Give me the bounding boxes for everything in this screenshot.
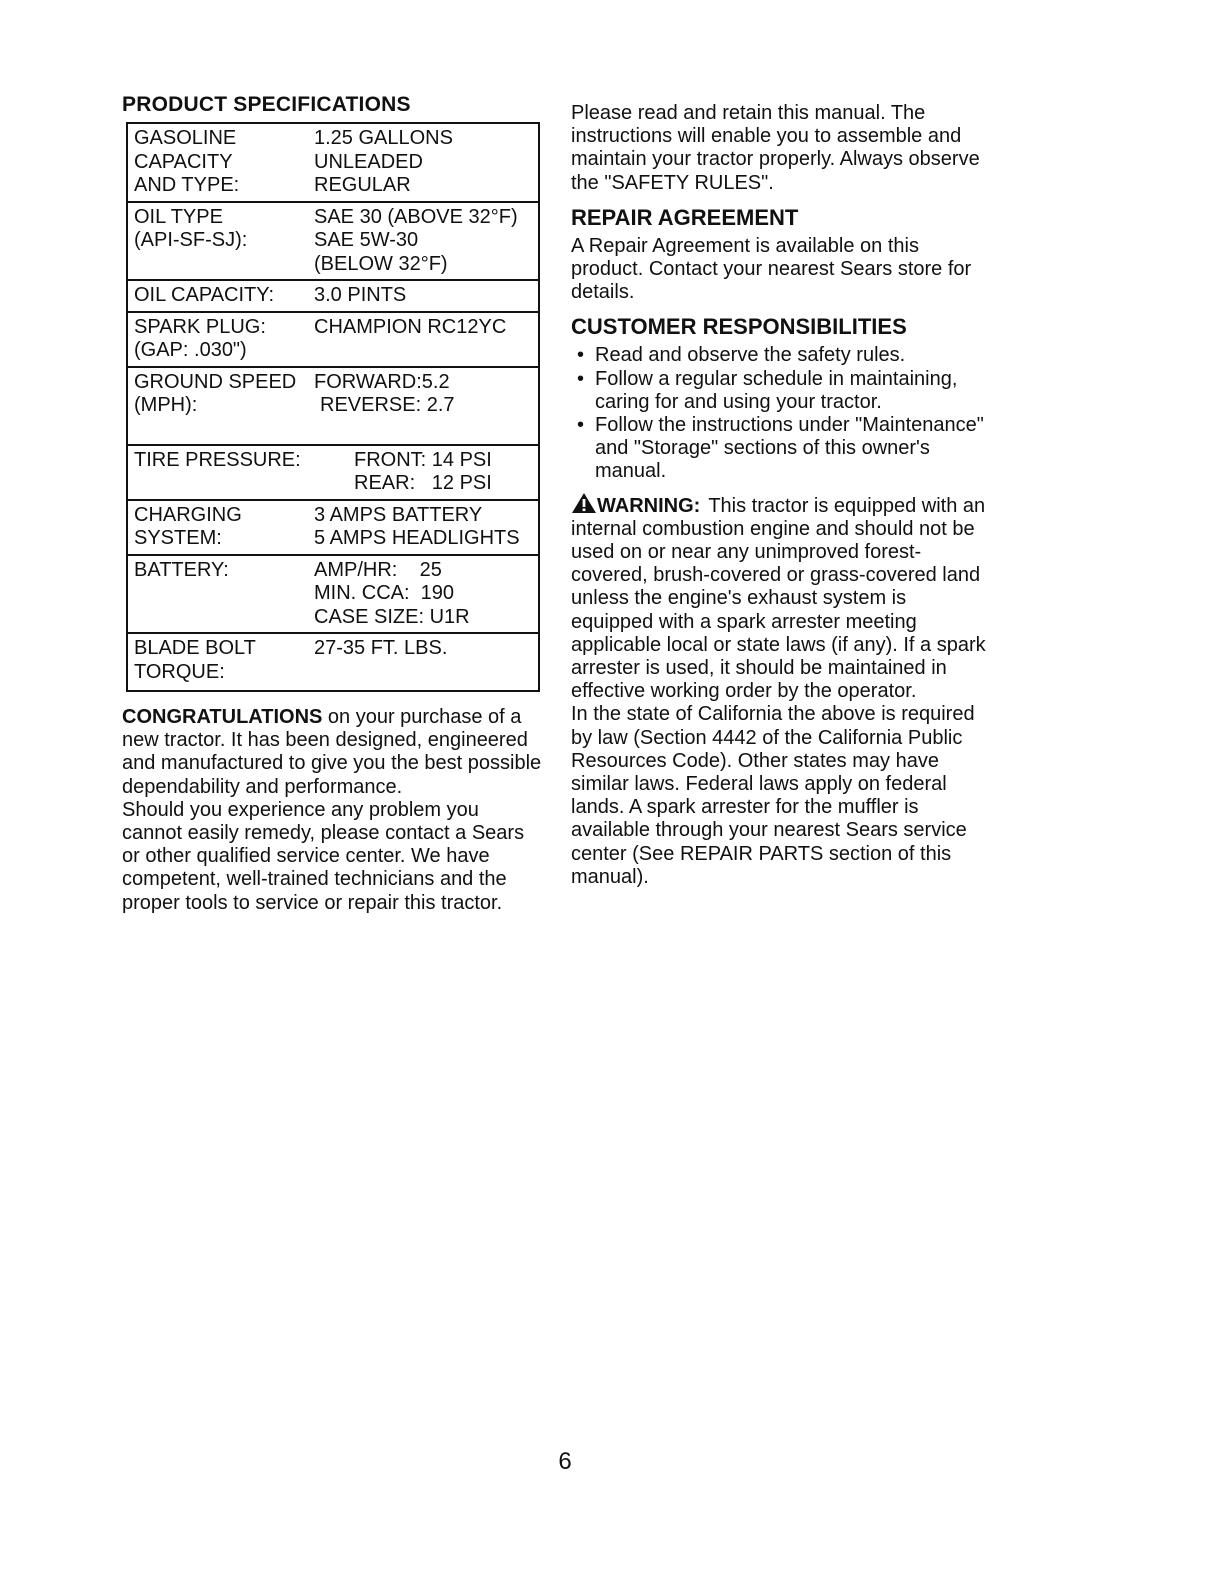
list-item: • Follow the instructions under "Maintenance" and "Storage" sections of this owner's manual. — [577, 414, 984, 483]
spec-value: SAE 30 (ABOVE 32°F) SAE 5W-30 (BELOW 32°F) — [314, 205, 518, 275]
page-number: 6 — [558, 1448, 572, 1475]
specs-title: PRODUCT SPECIFICATIONS — [122, 93, 411, 116]
spec-row-charging-system — [128, 501, 538, 556]
list-item: • Read and observe the safety rules. — [577, 344, 906, 367]
spec-label: BLADE BOLT TORQUE: — [134, 637, 256, 683]
congratulations-section — [122, 706, 542, 915]
warning-triangle-icon — [571, 492, 597, 514]
intro-paragraph: Please read and retain this manual. The instructions will enable you to assemble and maintain your tractor properly. Always observe the "SAFETY RULES". — [571, 102, 980, 194]
spec-label: TIRE PRESSURE: — [134, 448, 301, 471]
spec-label: GROUND SPEED (MPH): — [134, 370, 297, 416]
spec-label: BATTERY: — [134, 558, 229, 581]
spec-label: OIL CAPACITY: — [134, 284, 275, 306]
spec-value: FORWARD:5.2 REVERSE: 2.7 — [314, 370, 455, 416]
spec-row-battery — [128, 556, 538, 635]
warning-label: WARNING: — [597, 494, 701, 517]
spec-value: 27-35 FT. LBS. — [314, 637, 448, 659]
repair-agreement-title: REPAIR AGREEMENT — [571, 204, 799, 230]
congratulations-lead: CONGRATULATIONS — [122, 706, 323, 728]
spec-value: 3.0 PINTS — [314, 284, 407, 306]
right-column — [571, 102, 991, 889]
list-item: • Follow a regular schedule in maintaining, caring for and using your tractor. — [577, 367, 958, 413]
spec-row-blade-bolt — [128, 634, 538, 690]
california-paragraph: In the state of California the above is required by law (Section 4442 of the California Public Resources Code). Other states may have similar laws. Federal laws apply on federal lands. A spark arrester for the muffler is available through your nearest Sears service center (See REPAIR PARTS section of this manual). — [571, 703, 975, 888]
spec-value: CHAMPION RC12YC — [314, 315, 507, 338]
service-paragraph: Should you experience any problem you cannot easily remedy, please contact a Sears or other qualified service center. We have competent, well-trained technicians and the proper tools to service or repair this tractor. — [122, 798, 525, 914]
spec-value: 1.25 GALLONS UNLEADED REGULAR — [314, 127, 453, 196]
spec-value: 3 AMPS BATTERY 5 AMPS HEADLIGHTS — [314, 503, 520, 549]
specs-table — [126, 122, 540, 692]
spec-row-ground-speed — [128, 368, 538, 446]
left-column — [122, 92, 542, 915]
warning-section — [571, 492, 991, 889]
spec-label: OIL TYPE (API-SF-SJ): — [134, 205, 248, 251]
spec-label: SPARK PLUG: (GAP: .030") — [134, 315, 266, 361]
spec-row-spark-plug — [128, 313, 538, 368]
responsibilities-list — [571, 344, 991, 483]
repair-agreement-text: A Repair Agreement is available on this product. Contact your nearest Sears store for details. — [571, 234, 972, 304]
spec-row-tire-pressure — [128, 446, 538, 501]
customer-responsibilities-title: CUSTOMER RESPONSIBILITIES — [571, 314, 907, 340]
spec-value: AMP/HR: 25 MIN. CCA: 190 CASE SIZE: U1R — [314, 558, 470, 628]
spec-label: GASOLINE CAPACITY AND TYPE: — [134, 127, 240, 196]
spec-label: CHARGING SYSTEM: — [134, 503, 242, 549]
spec-row-oil-type — [128, 203, 538, 282]
congratulations-text: on your purchase of a new tractor. It has been designed, engineered and manufactured to give you the best possible dependability and performance. — [122, 706, 542, 798]
warning-text: This tractor is equipped with an internal combustion engine and should not be used on or near any unimproved forest-covered, brush-covered or grass-covered land unless the engine's exhaust system is equipped with a spark arrester meeting applicable local or state laws (if any). If a spark arrester is used, it should be maintained in effective working order by the operator. — [571, 494, 986, 703]
spec-value: FRONT: 14 PSI REAR: 12 PSI — [354, 448, 492, 494]
spec-row-oil-capacity — [128, 281, 538, 313]
spec-row-gasoline — [128, 124, 538, 203]
